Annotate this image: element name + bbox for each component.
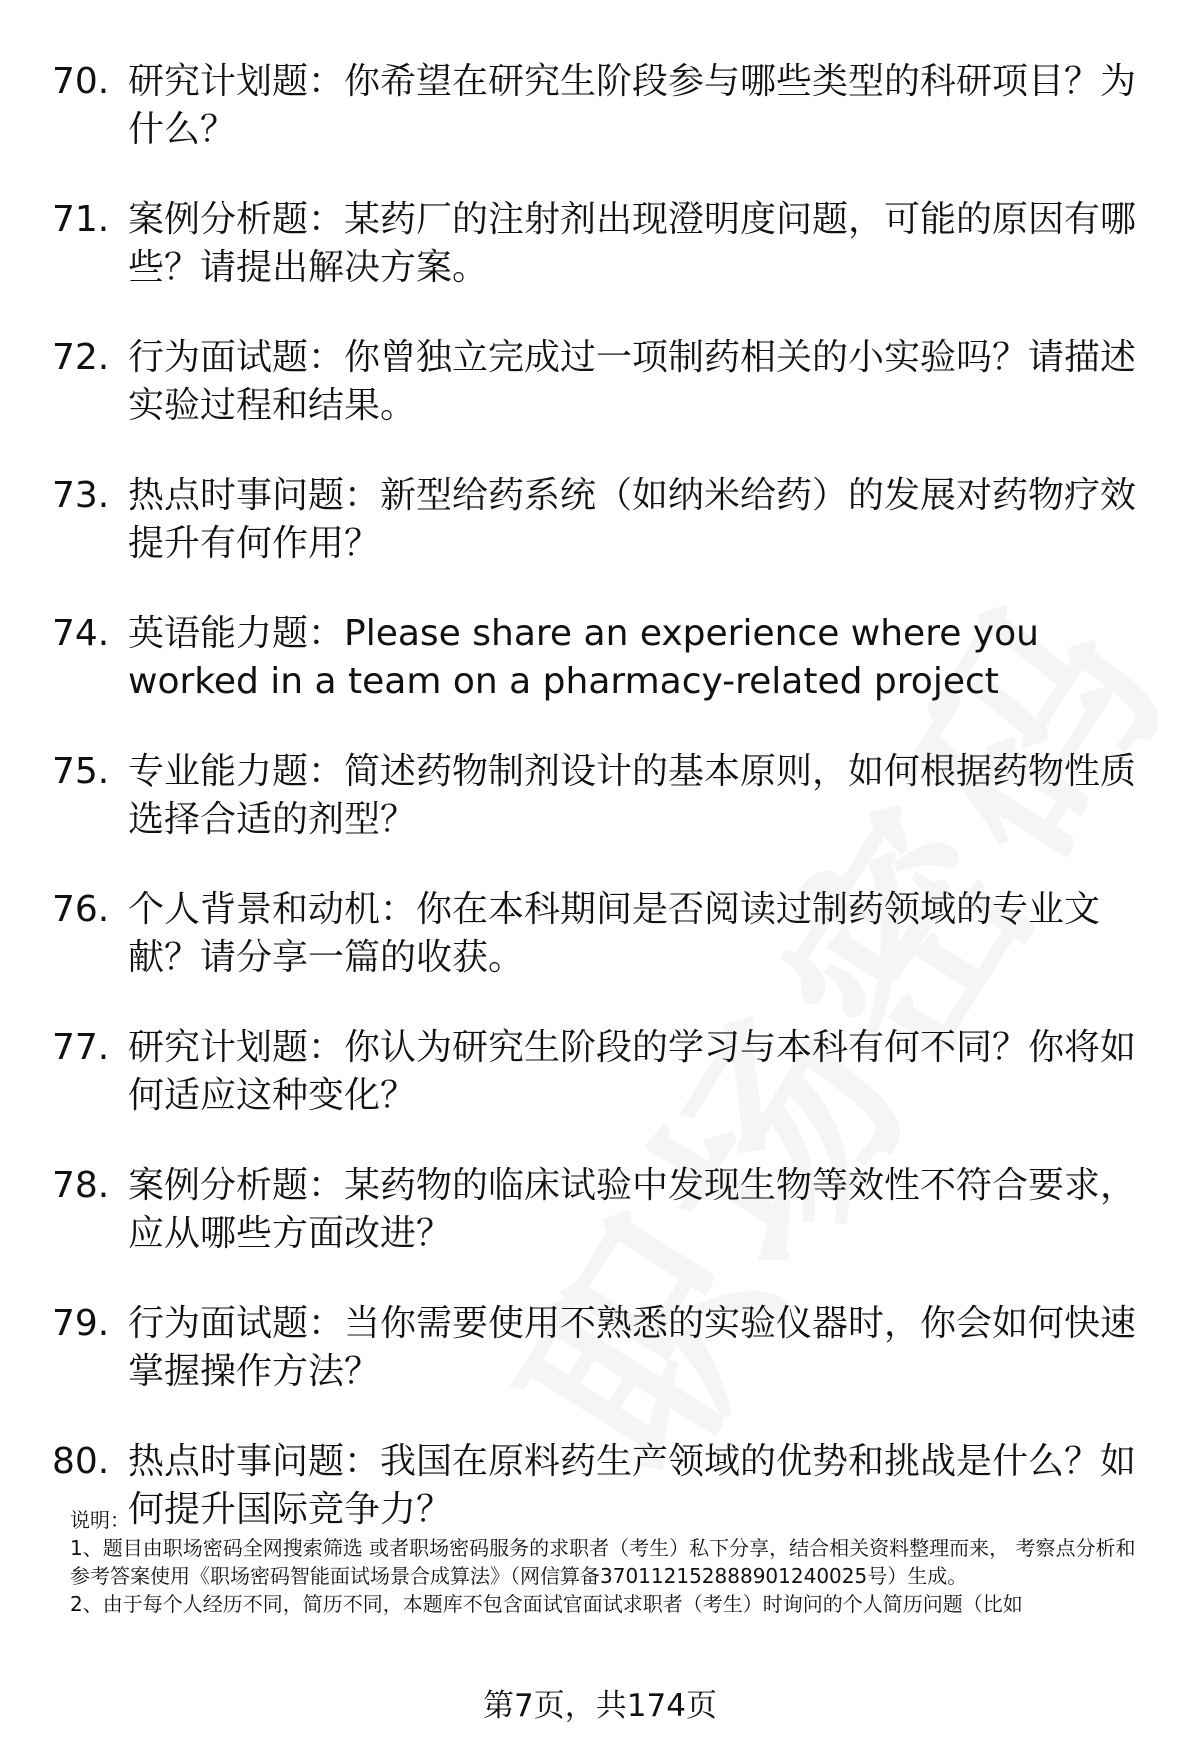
- question-item: [52, 472, 1152, 568]
- question-text: 研究计划题：你认为研究生阶段的学习与本科有何不同？你将如何适应这种变化？: [128, 1027, 1137, 1116]
- question-number: 78.: [52, 1165, 110, 1206]
- question-number: 75.: [52, 751, 110, 792]
- question-number: 71.: [52, 199, 110, 240]
- question-text: 热点时事问题：我国在原料药生产领域的优势和挑战是什么？如何提升国际竞争力？: [128, 1441, 1137, 1530]
- question-number: 76.: [52, 889, 110, 930]
- question-number: 80.: [52, 1441, 110, 1482]
- question-item: [52, 1162, 1152, 1258]
- question-number: 70.: [52, 61, 110, 102]
- question-item: [52, 886, 1152, 982]
- notes-heading: 说明：: [70, 1508, 130, 1532]
- notes-item: 1、题目由职场密码全网搜索筛选 或者职场密码服务的求职者（考生）私下分享，结合相关资料整理而来， 考察点分析和参考答案使用《职场密码智能面试场景合成算法》（网信算备370112152888901240025号）生成。: [70, 1536, 1136, 1588]
- question-number: 73.: [52, 475, 110, 516]
- question-text: 个人背景和动机：你在本科期间是否阅读过制药领域的专业文献？请分享一篇的收获。: [128, 889, 1101, 978]
- question-item: [52, 1024, 1152, 1120]
- question-number: 77.: [52, 1027, 110, 1068]
- question-text: 专业能力题：简述药物制剂设计的基本原则，如何根据药物性质选择合适的剂型？: [128, 751, 1137, 840]
- question-number: 72.: [52, 337, 110, 378]
- question-item: [52, 610, 1152, 706]
- question-item: [52, 196, 1152, 292]
- question-text: 研究计划题：你希望在研究生阶段参与哪些类型的科研项目？为什么？: [128, 61, 1137, 150]
- question-text: 英语能力题：Please share an experience where you worked in a team on a pharmacy-related project: [128, 613, 1039, 702]
- notes-section: [70, 1506, 1150, 1618]
- notes-item: 2、由于每个人经历不同，简历不同，本题库不包含面试官面试求职者（考生）时询问的个人简历问题（比如: [70, 1592, 1023, 1616]
- question-text: 案例分析题：某药物的临床试验中发现生物等效性不符合要求，应从哪些方面改进？: [128, 1165, 1137, 1254]
- question-list: [52, 58, 1152, 1576]
- question-text: 行为面试题：你曾独立完成过一项制药相关的小实验吗？请描述实验过程和结果。: [128, 337, 1137, 426]
- question-text: 热点时事问题：新型给药系统（如纳米给药）的发展对药物疗效提升有何作用？: [128, 475, 1137, 564]
- page-number: 第7页，共174页: [483, 1688, 717, 1724]
- question-number: 74.: [52, 613, 110, 654]
- question-item: [52, 58, 1152, 154]
- question-number: 79.: [52, 1303, 110, 1344]
- question-item: [52, 334, 1152, 430]
- question-text: 案例分析题：某药厂的注射剂出现澄明度问题，可能的原因有哪些？请提出解决方案。: [128, 199, 1137, 288]
- question-text: 行为面试题：当你需要使用不熟悉的实验仪器时，你会如何快速掌握操作方法？: [128, 1303, 1137, 1392]
- question-item: [52, 748, 1152, 844]
- question-item: [52, 1300, 1152, 1396]
